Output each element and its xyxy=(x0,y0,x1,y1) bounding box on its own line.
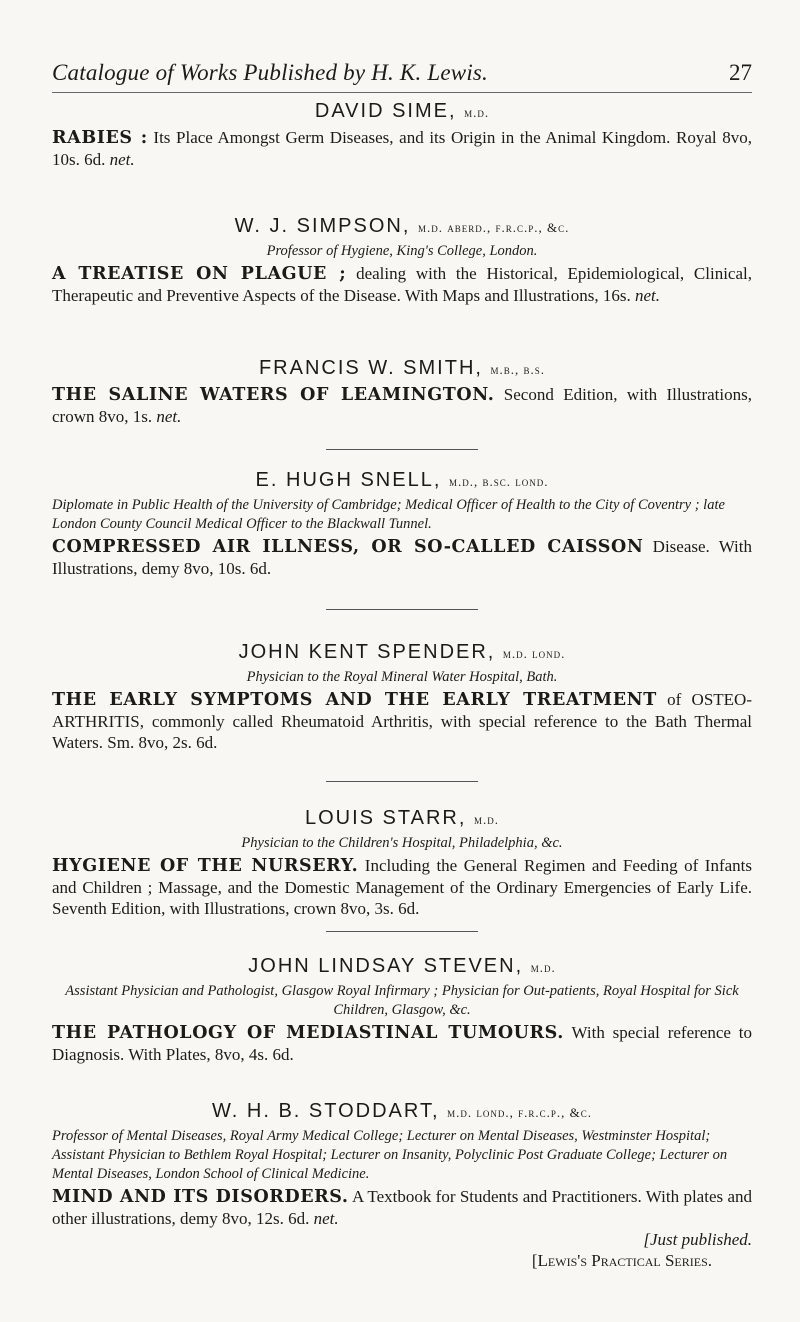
book-details: Second Edition, with Illustrations, crown 8vo, 1s. xyxy=(52,385,752,426)
book-title: THE EARLY SYMPTOMS AND THE EARLY TREATMENT xyxy=(52,690,657,710)
entry-simpson xyxy=(52,214,752,306)
entry-smith xyxy=(52,356,752,427)
author-affiliation: Diplomate in Public Health of the University of Cambridge; Medical Officer of Health to the City of Coventry ; late London County Council Medical Officer to the Blackwall Tunnel. xyxy=(52,497,725,532)
entry-description xyxy=(52,855,752,919)
author-name xyxy=(52,640,752,666)
section-divider xyxy=(326,449,478,450)
author-text: LOUIS STARR, xyxy=(304,807,467,829)
author-name xyxy=(52,214,752,240)
book-title: A TREATISE ON PLAGUE ; xyxy=(52,264,347,284)
book-details: of OSTEO-ARTHRITIS, commonly called Rheumatoid Arthritis, with special reference to the Bath Thermal Waters. Sm. 8vo, 2s. 6d. xyxy=(52,690,752,752)
entry-description xyxy=(52,1186,752,1229)
author-name xyxy=(52,356,752,382)
author-name xyxy=(52,1099,752,1125)
series-note: [Lewis's Practical Series. xyxy=(531,1251,712,1270)
author-name xyxy=(52,468,752,494)
author-qualifications: m.d. lond., f.r.c.p., &c. xyxy=(447,1105,592,1120)
catalogue-title: Catalogue of Works Published by H. K. Lewis. xyxy=(52,60,489,85)
just-published-note: [Just published. xyxy=(643,1230,752,1249)
entry-description xyxy=(52,127,752,170)
author-affiliation: Professor of Mental Diseases, Royal Army Medical College; Lecturer on Mental Diseases, Westminster Hospital; Assistant Physician to Bethlem Royal Hospital; Lecturer on Insanity, Polyclinic Post Graduate College; Lecturer on Mental Diseases, London School of Clinical Medicine. xyxy=(52,1128,728,1182)
author-qualifications: m.d., b.sc. lond. xyxy=(448,474,549,489)
section-divider xyxy=(326,781,478,782)
net-price-note: net. xyxy=(309,1209,339,1228)
book-title: COMPRESSED AIR ILLNESS, OR SO-CALLED CAISSON xyxy=(52,537,644,557)
author-qualifications: m.b., b.s. xyxy=(490,362,546,377)
page-header xyxy=(52,48,752,93)
author-name xyxy=(52,99,752,125)
net-price-note: net. xyxy=(105,150,135,169)
entry-description xyxy=(52,263,752,306)
book-details: dealing with the Historical, Epidemiological, Clinical, Therapeutic and Preventive Aspects of the Disease. With Maps and Illustrations, 16s. xyxy=(52,264,753,305)
entry-sime xyxy=(52,99,752,170)
author-text: E. HUGH SNELL, xyxy=(255,469,442,491)
net-price-note: net. xyxy=(152,407,182,426)
section-divider xyxy=(326,609,478,610)
book-title: HYGIENE OF THE NURSERY. xyxy=(52,856,359,876)
author-qualifications: m.d. aberd., f.r.c.p., &c. xyxy=(417,220,570,235)
author-text: W. H. B. STODDART, xyxy=(212,1100,440,1122)
publication-status xyxy=(52,1229,752,1250)
entry-steven xyxy=(52,954,752,1065)
book-title: THE SALINE WATERS OF LEAMINGTON. xyxy=(52,385,495,405)
author-name xyxy=(52,954,752,980)
author-qualifications: m.d. xyxy=(473,812,499,827)
author-qualifications: m.d. xyxy=(530,960,556,975)
author-qualifications: m.d. lond. xyxy=(502,646,566,661)
series-line xyxy=(52,1250,752,1271)
page-number: 27 xyxy=(729,60,752,85)
author-name xyxy=(52,806,752,832)
author-text: W. J. SIMPSON, xyxy=(234,215,411,237)
author-text: JOHN KENT SPENDER, xyxy=(238,641,496,663)
entry-stoddart xyxy=(52,1099,752,1271)
author-text: JOHN LINDSAY STEVEN, xyxy=(248,955,524,977)
entry-description xyxy=(52,1022,752,1065)
author-affiliation: Physician to the Royal Mineral Water Hospital, Bath. xyxy=(246,669,558,685)
author-text: FRANCIS W. SMITH, xyxy=(258,357,483,379)
section-divider xyxy=(326,931,478,932)
book-details: Including the General Regimen and Feeding of Infants and Children ; Massage, and the Domestic Management of the Ordinary Emergencies of Early Life. Seventh Edition, with Illustrations, crown 8vo, 3s. 6d. xyxy=(52,856,752,918)
net-price-note: net. xyxy=(630,286,661,305)
author-text: DAVID SIME, xyxy=(314,100,457,122)
entry-description xyxy=(52,689,752,753)
book-details: Its Place Amongst Germ Diseases, and its Origin in the Animal Kingdom. Royal 8vo, 10s. 6d. xyxy=(52,128,752,169)
author-affiliation: Physician to the Children's Hospital, Philadelphia, &c. xyxy=(241,835,563,851)
entry-snell xyxy=(52,468,752,579)
author-affiliation: Assistant Physician and Pathologist, Glasgow Royal Infirmary ; Physician for Out-patients, Royal Hospital for Sick Children, Glasgow, &c. xyxy=(65,983,739,1018)
book-title: RABIES : xyxy=(52,128,148,148)
entry-spender xyxy=(52,640,752,753)
entry-description xyxy=(52,384,752,427)
book-details: With special reference to Diagnosis. With Plates, 8vo, 4s. 6d. xyxy=(52,1023,752,1064)
author-affiliation: Professor of Hygiene, King's College, London. xyxy=(266,243,538,259)
book-details: A Textbook for Students and Practitioners. With plates and other illustrations, demy 8vo, 12s. 6d. xyxy=(52,1187,752,1228)
book-title: MIND AND ITS DISORDERS. xyxy=(52,1187,349,1207)
book-details: Disease. With Illustrations, demy 8vo, 10s. 6d. xyxy=(52,537,753,578)
entry-description xyxy=(52,536,752,579)
catalogue-page xyxy=(52,0,752,1271)
book-title: THE PATHOLOGY OF MEDIASTINAL TUMOURS. xyxy=(52,1023,564,1043)
entry-starr xyxy=(52,806,752,919)
author-qualifications: m.d. xyxy=(464,105,490,120)
